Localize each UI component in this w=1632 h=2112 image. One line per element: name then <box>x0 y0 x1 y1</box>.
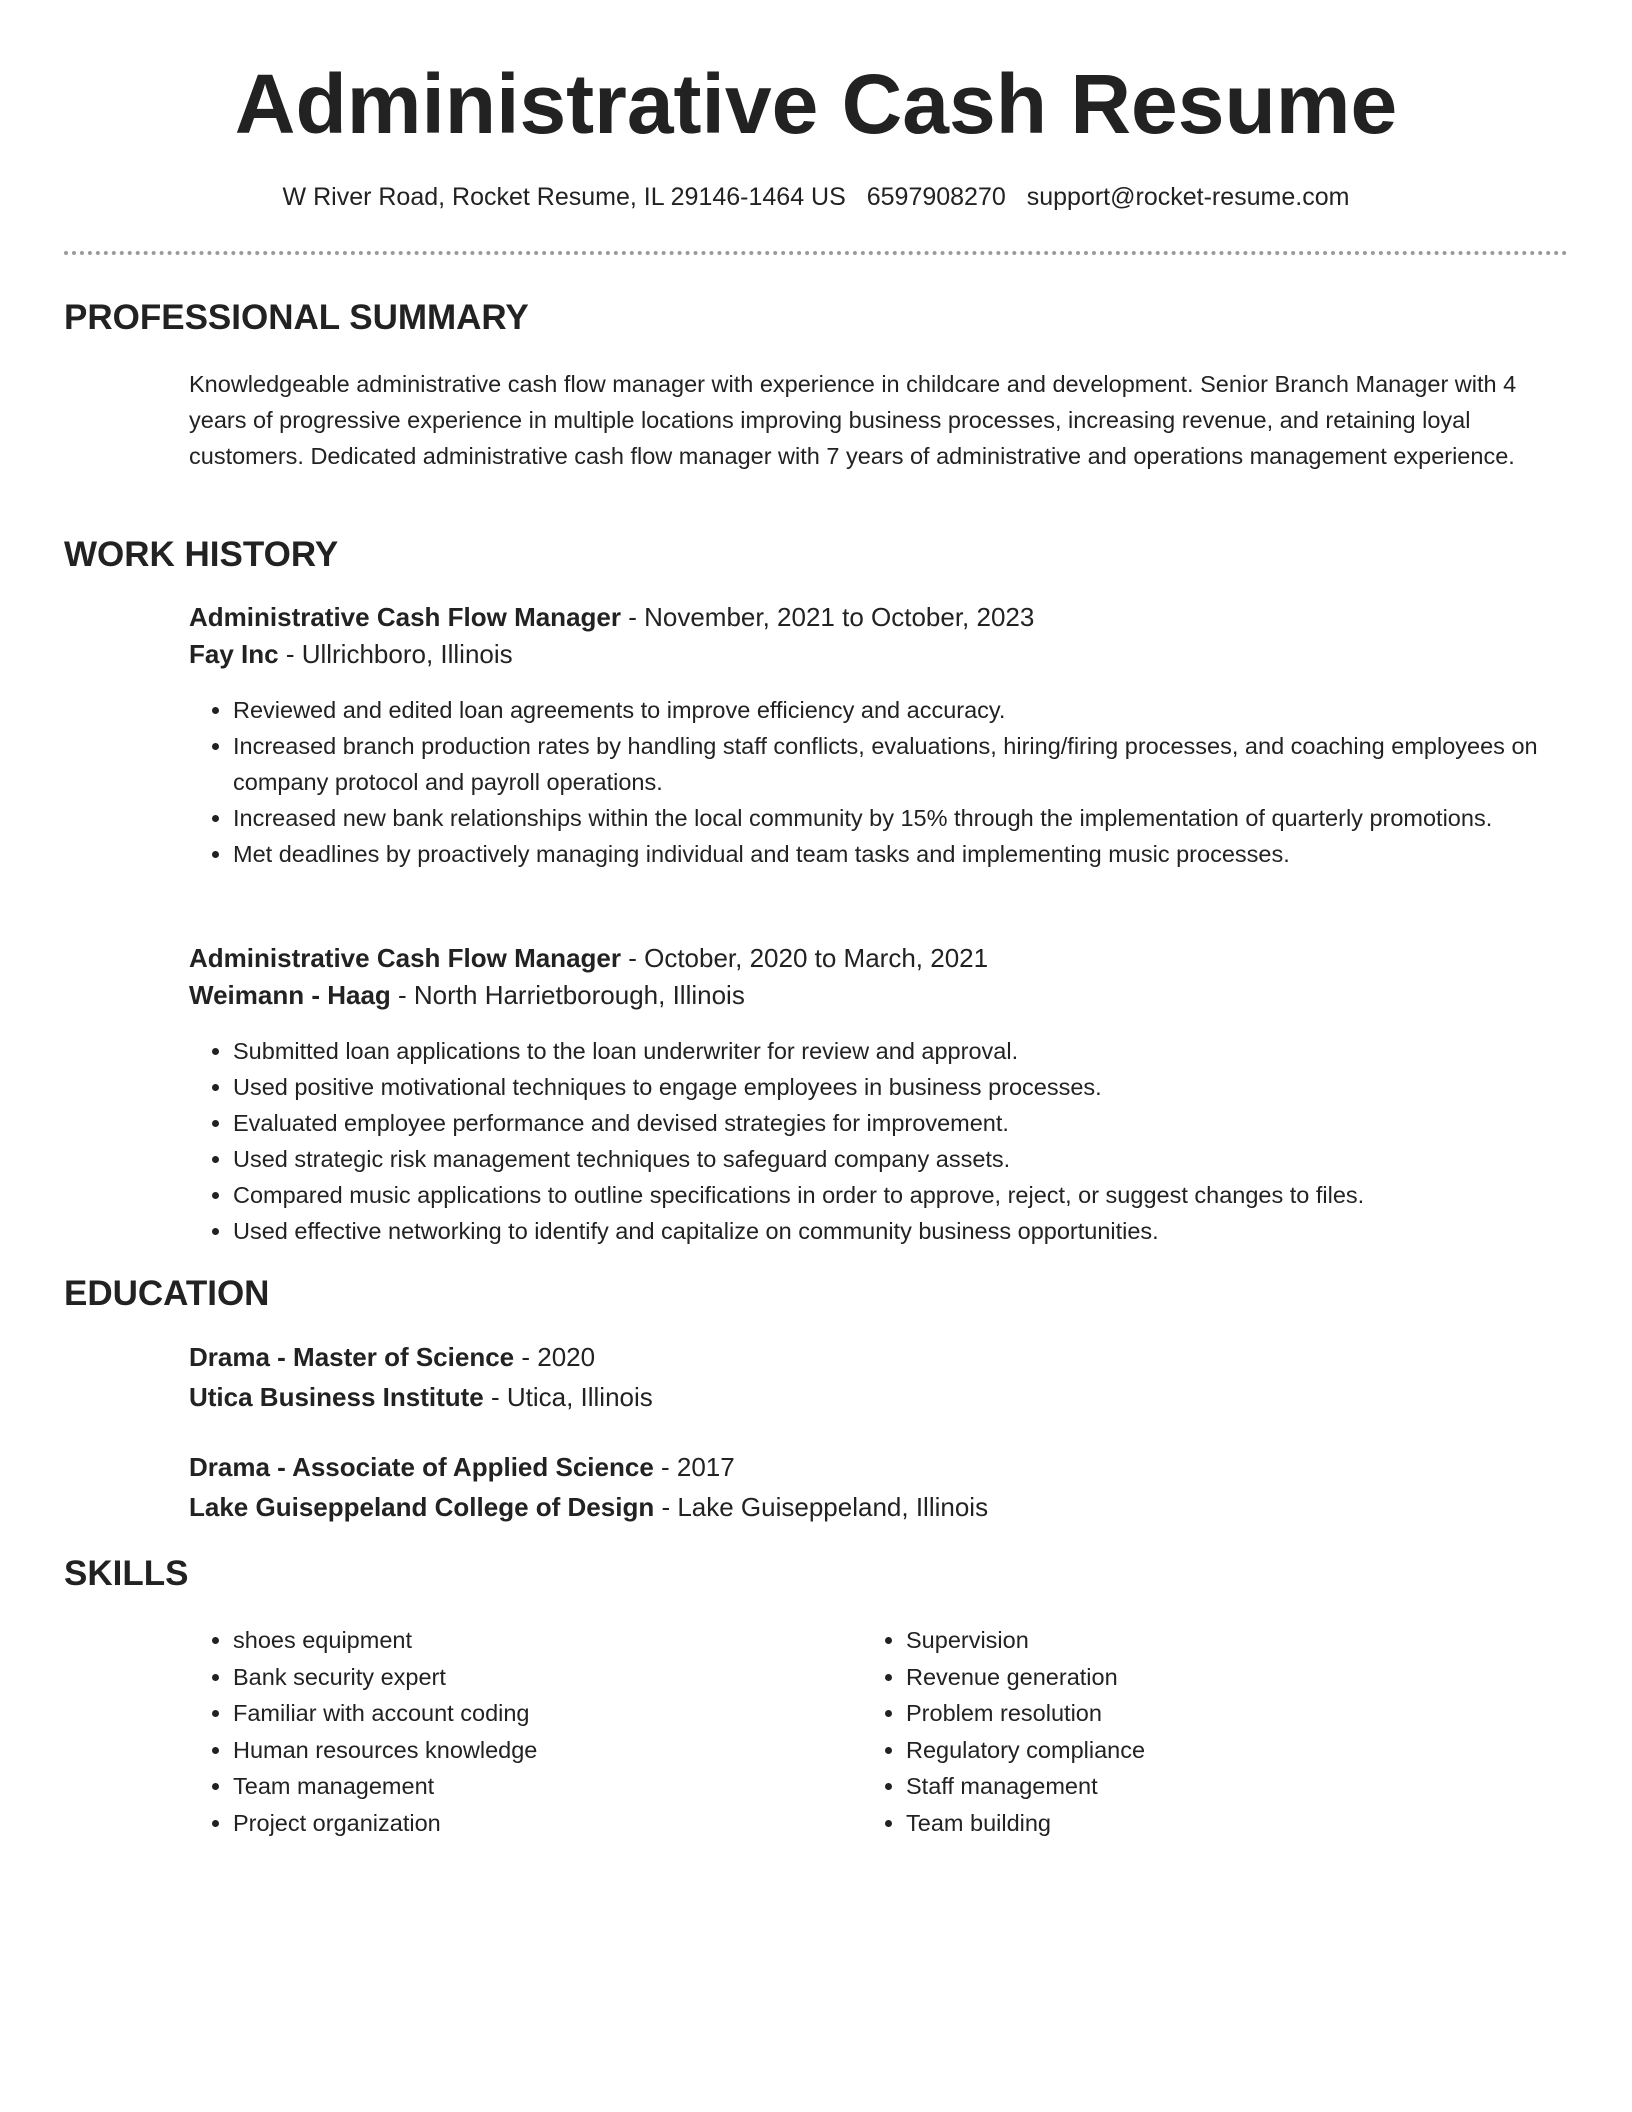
job-location: - Ullrichboro, Illinois <box>278 639 513 669</box>
education-heading: EDUCATION <box>64 1274 270 1313</box>
list-item: • Met deadlines by proactively managing individual and team tasks and implementing music processes. <box>233 836 1553 872</box>
skill-item: • Project organization <box>233 1805 833 1842</box>
school-name: Lake Guiseppeland College of Design <box>189 1492 655 1522</box>
list-item: • Increased new bank relationships within the local community by 15% through the implementation of quarterly promotions. <box>233 800 1553 836</box>
contact-line <box>0 183 1632 212</box>
list-item: • Evaluated employee performance and devised strategies for improvement. <box>233 1105 1553 1141</box>
list-item: • Reviewed and edited loan agreements to improve efficiency and accuracy. <box>233 692 1553 728</box>
skill-item: • Problem resolution <box>906 1695 1506 1732</box>
degree-year: - 2020 <box>514 1342 596 1372</box>
school-location: - Lake Guiseppeland, Illinois <box>654 1492 989 1522</box>
job-company: Fay Inc <box>189 639 279 669</box>
job-dates: - October, 2020 to March, 2021 <box>620 943 989 973</box>
job-company: Weimann - Haag <box>189 980 391 1010</box>
job-company-line <box>189 639 513 670</box>
skill-item: • Regulatory compliance <box>906 1732 1506 1769</box>
school-line <box>189 1382 653 1413</box>
summary-heading: PROFESSIONAL SUMMARY <box>64 298 529 337</box>
skills-list-right <box>862 1622 1506 1842</box>
job-title-line <box>189 602 1034 633</box>
job-dates: - November, 2021 to October, 2023 <box>620 602 1035 632</box>
list-item: • Submitted loan applications to the loan underwriter for review and approval. <box>233 1033 1553 1069</box>
job-company-line <box>189 980 745 1011</box>
list-item: • Used effective networking to identify and capitalize on community business opportunities. <box>233 1213 1553 1249</box>
skill-item: • Staff management <box>906 1768 1506 1805</box>
degree-year: - 2017 <box>653 1452 735 1482</box>
job-title: Administrative Cash Flow Manager <box>189 943 621 973</box>
list-item: • Increased branch production rates by handling staff conflicts, evaluations, hiring/firing processes, and coaching employees on company protocol and payroll operations. <box>233 728 1553 800</box>
job-title: Administrative Cash Flow Manager <box>189 602 621 632</box>
school-line <box>189 1492 988 1523</box>
work-history-heading: WORK HISTORY <box>64 535 339 574</box>
skill-item: • Bank security expert <box>233 1659 833 1696</box>
list-item: • Used strategic risk management techniques to safeguard company assets. <box>233 1141 1553 1177</box>
degree-name: Drama - Associate of Applied Science <box>189 1452 654 1482</box>
skill-item: • Human resources knowledge <box>233 1732 833 1769</box>
contact-email: support@rocket-resume.com <box>1026 183 1350 211</box>
skill-item: • Familiar with account coding <box>233 1695 833 1732</box>
list-item: • Compared music applications to outline specifications in order to approve, reject, or suggest changes to files. <box>233 1177 1553 1213</box>
skill-item: • Team building <box>906 1805 1506 1842</box>
job-bullets <box>189 1033 1553 1249</box>
job-title-line <box>189 943 988 974</box>
degree-line <box>189 1342 595 1373</box>
skill-item: • Team management <box>233 1768 833 1805</box>
skills-heading: SKILLS <box>64 1554 189 1593</box>
list-item: • Used positive motivational techniques to engage employees in business processes. <box>233 1069 1553 1105</box>
skill-item: • Revenue generation <box>906 1659 1506 1696</box>
summary-text: Knowledgeable administrative cash flow manager with experience in childcare and development. Senior Branch Manager with 4 years of progressive experience in multiple locations improving business processes, increasing revenue, and retaining loyal customers. Dedicated administrative cash flow manager with 7 years of administrative and operations management experience. <box>189 371 1517 469</box>
school-location: - Utica, Illinois <box>483 1382 653 1412</box>
skills-list-left <box>189 1622 833 1842</box>
skill-item: • Supervision <box>906 1622 1506 1659</box>
degree-name: Drama - Master of Science <box>189 1342 515 1372</box>
resume-title: Administrative Cash Resume <box>234 57 1398 151</box>
degree-line <box>189 1452 735 1483</box>
contact-address: W River Road, Rocket Resume, IL 29146-1464 US <box>282 183 846 211</box>
job-location: - North Harrietborough, Illinois <box>390 980 745 1010</box>
header-divider <box>64 251 1568 255</box>
skill-item: • shoes equipment <box>233 1622 833 1659</box>
school-name: Utica Business Institute <box>189 1382 484 1412</box>
contact-phone: 6597908270 <box>866 183 1006 211</box>
job-bullets <box>189 692 1553 872</box>
